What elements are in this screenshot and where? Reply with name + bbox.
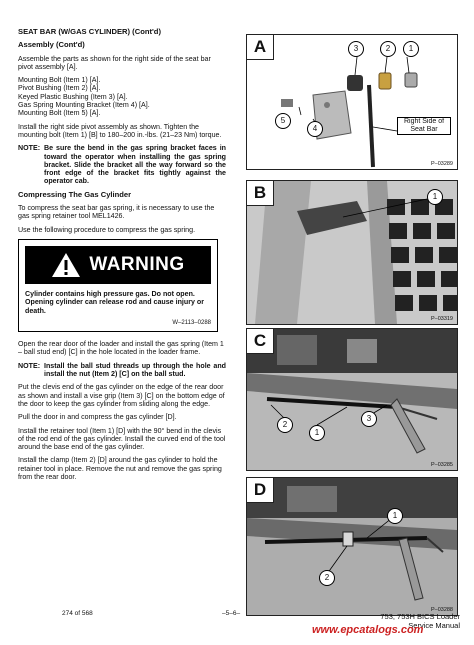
note-text: Be sure the bend in the gas spring bracket faces in toward the operator when installing the gas spring bracket. Slide the bracket all the way forward so the front edge of the bracket fits tightly against the operator cab.	[44, 144, 226, 186]
callout-4: 4	[307, 121, 323, 137]
manual-title-line: 753, 753H BICS Loader	[380, 612, 460, 621]
figure-c	[246, 328, 458, 471]
manual-subtitle: Service Manual	[408, 621, 460, 630]
callout-2: 2	[319, 570, 335, 586]
warning-triangle-icon	[51, 252, 81, 278]
text-column	[18, 28, 226, 486]
figure-b-code: P–03319	[430, 316, 453, 322]
figure-a-label: Right Side of Seat Bar	[397, 117, 451, 135]
assembly-heading: Assembly (Cont'd)	[18, 40, 85, 50]
warning-word: WARNING	[89, 253, 185, 275]
page-number: –5–6–	[222, 610, 241, 617]
section-title: SEAT BAR (W/GAS CYLINDER) (Cont'd)	[18, 27, 161, 36]
figure-a	[246, 34, 458, 170]
figure-c-letter: C	[247, 329, 274, 354]
compress-procedure: Use the following procedure to compress the gas spring.	[18, 225, 196, 234]
figure-b-drawing	[247, 181, 457, 324]
note-label: NOTE:	[18, 144, 41, 153]
page-counter: 274 of 568	[62, 610, 93, 617]
callout-2: 2	[277, 417, 293, 433]
callout-1: 1	[403, 41, 419, 57]
figure-d	[246, 477, 458, 616]
parts-list-item: Keyed Plastic Bushing (Item 3) [A].	[18, 92, 128, 101]
retainer-text: Install the retainer tool (Item 1) [D] with the 90° bend in the clevis of the rod end of the gas cylinder. Install the curved end of the tool around the base end of the gas cylinder.	[18, 426, 226, 452]
callout-3: 3	[361, 411, 377, 427]
figure-d-letter: D	[247, 478, 274, 503]
figure-a-code: P–03289	[430, 161, 453, 167]
note-bracket	[18, 144, 226, 185]
figure-b	[246, 180, 458, 325]
warning-text: Cylinder contains high pressure gas. Do not open. Opening cylinder can release rod and cause injury or death.	[25, 289, 204, 315]
watermark: www.epcatalogs.com	[312, 624, 424, 636]
callout-1: 1	[427, 189, 443, 205]
callout-1: 1	[387, 508, 403, 524]
warning-code: W–2113–0288	[172, 319, 211, 326]
compress-heading: Compressing The Gas Cylinder	[18, 189, 132, 199]
figure-a-letter: A	[247, 35, 274, 60]
clamp-text: Install the clamp (Item 2) [D] around the gas cylinder to hold the retainer tool in place. Remove the nut and remove the gas spring from the rear door.	[18, 456, 222, 481]
figure-d-code: P–03288	[430, 607, 453, 613]
figure-b-letter: B	[247, 181, 274, 206]
open-door-text: Open the rear door of the loader and install the gas spring (Item 1 – ball stud end) [C] in the hole located in the loader frame.	[18, 340, 224, 357]
note-ball-stud	[18, 362, 226, 379]
parts-list-item: Gas Spring Mounting Bracket (Item 4) [A].	[18, 101, 150, 110]
install-pivot-text: Install the right side pivot assembly as shown. Tighten the mounting bolt (Item 1) [B] to 180–200 in.-lbs. (21–23 Nm) torque.	[18, 122, 222, 139]
figure-d-drawing	[247, 478, 457, 615]
compress-intro: To compress the seat bar gas spring, it is necessary to use the gas spring retainer tool MEL1426.	[18, 204, 215, 221]
pull-door-text: Pull the door in and compress the gas cylinder [D].	[18, 413, 177, 422]
parts-list	[18, 76, 226, 117]
callout-2: 2	[380, 41, 396, 57]
callout-5: 5	[275, 113, 291, 129]
parts-list-item: Mounting Bolt (Item 5) [A].	[18, 109, 101, 118]
clevis-text: Put the clevis end of the gas cylinder on the edge of the rear door as shown and install a vise grip (Item 3) [C] on the bottom edge of the door to keep the gas cylinder from sliding along the edge.	[18, 383, 225, 408]
warning-header	[25, 246, 211, 284]
callout-1: 1	[309, 425, 325, 441]
callout-3: 3	[348, 41, 364, 57]
note-label: NOTE:	[18, 361, 41, 370]
assembly-intro: Assemble the parts as shown for the right side of the seat bar pivot assembly [A].	[18, 54, 211, 71]
warning-box	[18, 239, 218, 332]
parts-list-item: Mounting Bolt (Item 1) [A].	[18, 76, 101, 85]
note-text: Install the ball stud threads up through the hole and install the nut (Item 2) [C] on the ball stud.	[44, 361, 226, 379]
parts-list-item: Pivot Bushing (Item 2) [A].	[18, 84, 101, 93]
figure-c-drawing	[247, 329, 457, 470]
figure-c-code: P–03285	[430, 462, 453, 468]
